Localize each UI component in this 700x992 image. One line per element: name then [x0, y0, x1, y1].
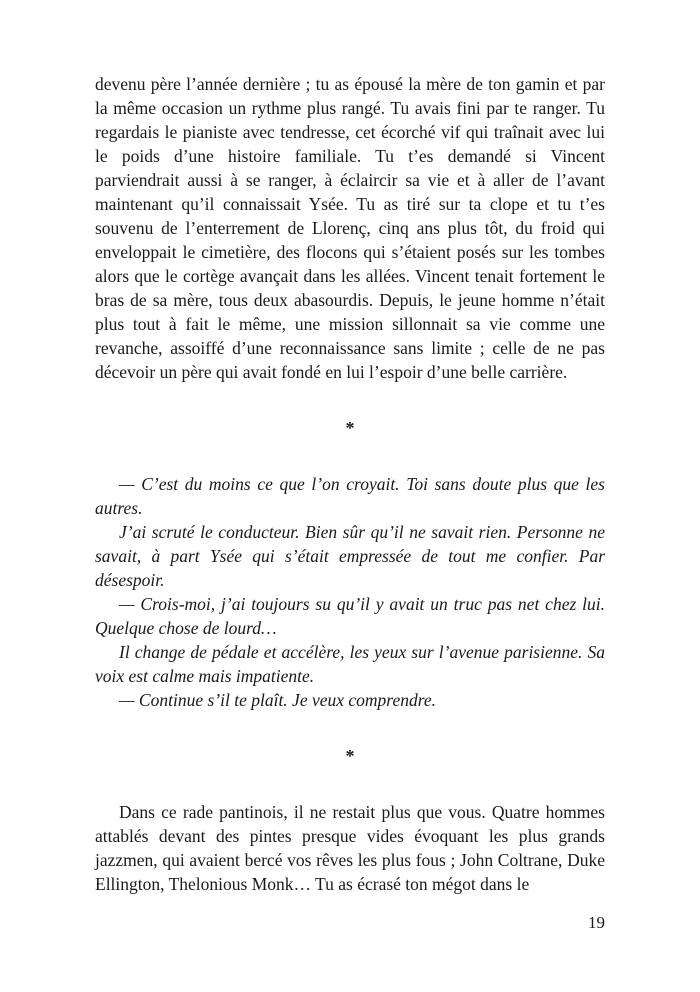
paragraph-italic-3: Il change de pédale et accélère, les yeux sur l’avenue parisienne. Sa voix est calme mais impatiente. — [95, 642, 605, 686]
paragraph-dialogue-2: — Crois-moi, j’ai toujours su qu’il y avait un truc pas net chez lui. Quelque chose de lourd… — [95, 594, 605, 638]
paragraph-narrative-2: Dans ce rade pantinois, il ne restait plus que vous. Quatre hommes attablés devant des pintes presque vides évoquant les plus grands jazzmen, qui avaient bercé vos rêves les plus fous ; John Coltrane, Duke Ellington, Thelonious Monk… Tu as écrasé ton mégot dans le — [95, 802, 605, 894]
section-separator: * — [345, 746, 355, 766]
paragraph-dialogue-1: — C’est du moins ce que l’on croyait. Toi sans doute plus que les autres. — [95, 474, 605, 518]
paragraph-dialogue-3: — Continue s’il te plaît. Je veux comprendre. — [119, 690, 437, 710]
page-number: 19 — [588, 913, 605, 932]
section-separator: * — [345, 418, 355, 438]
paragraph-narrative-1: devenu père l’année dernière ; tu as épousé la mère de ton gamin et par la même occasion un rythme plus rangé. Tu avais fini par te ranger. Tu regardais le pianiste avec tendresse, cet écorché vif qui traînait avec lui le poids d’une histoire familiale. Tu t’es demandé si Vincent parviendrait aussi à se ranger, à éclaircir sa vie et à aller de l’avant maintenant qu’il connaissait Ysée. Tu as tiré sur ta clope et tu t’es souvenu de l’enterrement de Llorenç, cinq ans plus tôt, du froid qui enveloppait le cimetière, des flocons qui s’étaient posés sur les tombes alors que le cortège avançait dans les allées. Vincent tenait fortement le bras de sa mère, tous deux abasourdis. Depuis, le jeune homme n’était plus tout à fait le même, une mission sillonnait sa vie comme une revanche, assoiffé d’une reconnaissance sans limite ; celle de ne pas décevoir un père qui avait fondé en lui l’espoir d’une belle carrière. — [95, 74, 605, 382]
paragraph-italic-2: J’ai scruté le conducteur. Bien sûr qu’il ne savait rien. Personne ne savait, à part Ysée qui s’était empressée de tout me confier. Par désespoir. — [95, 522, 605, 590]
page-body — [95, 72, 605, 896]
